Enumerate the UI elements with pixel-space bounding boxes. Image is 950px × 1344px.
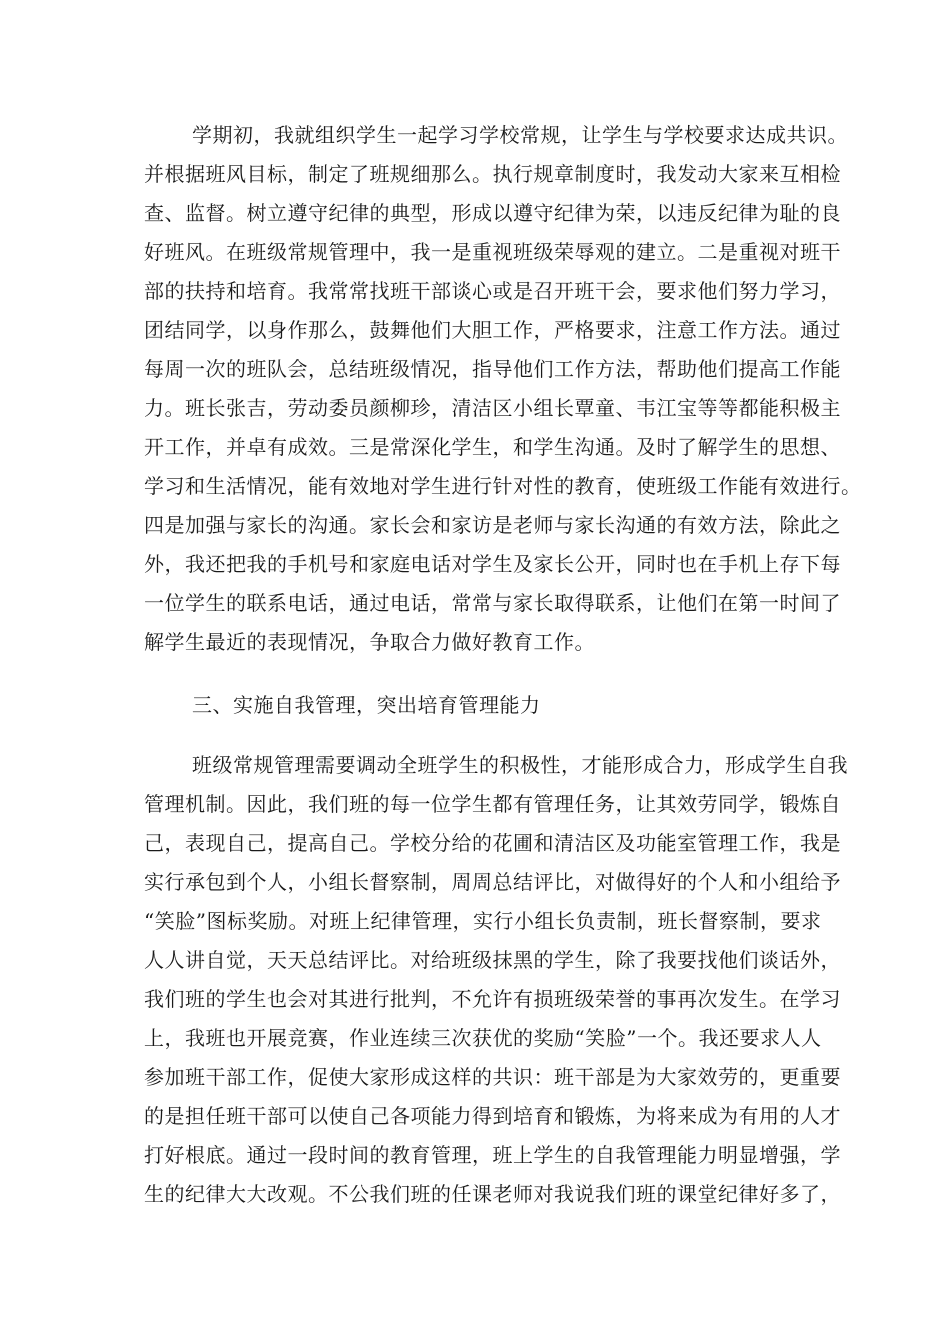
- text-line: 管理机制。因此，我们班的每一位学生都有管理任务，让其效劳同学，锻炼自: [144, 792, 841, 816]
- text-line: 学期初，我就组织学生一起学习学校常规，让学生与学校要求达成共识。: [192, 123, 848, 147]
- text-line: 人人讲自觉，天天总结评比。对给班级抹黑的学生，除了我要找他们谈话外，: [144, 948, 841, 972]
- text-line: 团结同学，以身作那么，鼓舞他们大胆工作，严格要求，注意工作方法。通过: [144, 318, 841, 342]
- text-line: 我们班的学生也会对其进行批判，不允许有损班级荣誉的事再次发生。在学习: [144, 987, 841, 1011]
- text-line: 打好根底。通过一段时间的教育管理，班上学生的自我管理能力明显增强，学: [144, 1143, 841, 1167]
- text-line: 实行承包到个人，小组长督察制，周周总结评比，对做得好的个人和小组给予: [144, 870, 841, 894]
- text-line: “笑脸”图标奖励。对班上纪律管理，实行小组长负责制，班长督察制，要求: [144, 909, 822, 933]
- text-line: 的是担任班干部可以使自己各项能力得到培育和锻炼，为将来成为有用的人才: [144, 1104, 841, 1128]
- text-line: 解学生最近的表现情况，争取合力做好教育工作。: [144, 630, 595, 654]
- text-line: 班级常规管理需要调动全班学生的积极性，才能形成合力，形成学生自我: [192, 753, 848, 777]
- text-line: 部的扶持和培育。我常常找班干部谈心或是召开班干会，要求他们努力学习，: [144, 279, 841, 303]
- text-line: 参加班干部工作，促使大家形成这样的共识：班干部是为大家效劳的，更重要: [144, 1065, 841, 1089]
- text-line: 好班风。在班级常规管理中，我一是重视班级荣辱观的建立。二是重视对班干: [144, 240, 841, 264]
- heading-text: 三、实施自我管理，突出培育管理能力: [192, 693, 541, 717]
- text-line: 己，表现自己，提高自己。学校分给的花圃和清洁区及功能室管理工作，我是: [144, 831, 841, 855]
- text-line: 上，我班也开展竞赛，作业连续三次获优的奖励“笑脸”一个。我还要求人人: [144, 1026, 822, 1050]
- text-line: 并根据班风目标，制定了班规细那么。执行规章制度时，我发动大家来互相检: [144, 162, 841, 186]
- text-line: 开工作，并卓有成效。三是常深化学生，和学生沟通。及时了解学生的思想、: [144, 435, 841, 459]
- text-line: 查、监督。树立遵守纪律的典型，形成以遵守纪律为荣，以违反纪律为耻的良: [144, 201, 841, 225]
- text-line: 生的纪律大大改观。不公我们班的任课老师对我说我们班的课堂纪律好多了，: [144, 1182, 841, 1206]
- text-line: 一位学生的联系电话，通过电话，常常与家长取得联系，让他们在第一时间了: [144, 591, 841, 615]
- text-line: 每周一次的班队会，总结班级情况，指导他们工作方法，帮助他们提高工作能: [144, 357, 841, 381]
- text-line: 四是加强与家长的沟通。家长会和家访是老师与家长沟通的有效方法，除此之: [144, 513, 841, 537]
- text-line: 力。班长张吉，劳动委员颜柳珍，清洁区小组长覃童、韦江宝等等都能积极主: [144, 396, 841, 420]
- text-line: 外，我还把我的手机号和家庭电话对学生及家长公开，同时也在手机上存下每: [144, 552, 841, 576]
- text-line: 学习和生活情况，能有效地对学生进行针对性的教育，使班级工作能有效进行。: [144, 474, 862, 498]
